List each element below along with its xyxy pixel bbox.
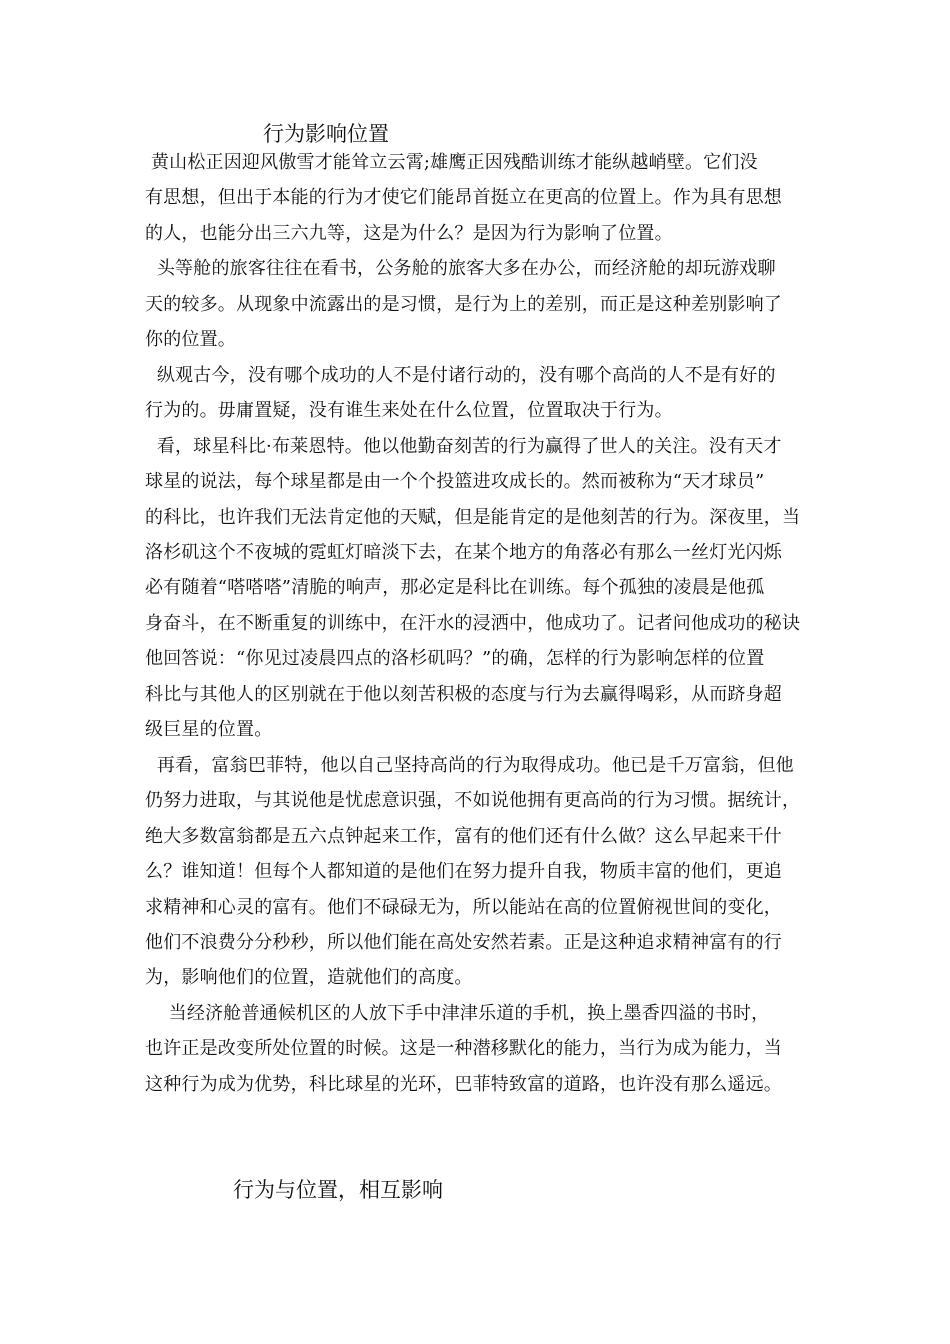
essay-title: 行为影响位置 xyxy=(263,122,389,146)
body-line: 也许正是改变所处位置的时候。这是一种潜移默化的能力，当行为成为能力，当 xyxy=(145,1038,782,1060)
body-line: 科比与其他人的区别就在于他以刻苦积极的态度与行为去赢得喝彩，从而跻身超 xyxy=(145,683,782,705)
body-line: 为，影响他们的位置，造就他们的高度。 xyxy=(145,967,473,989)
body-line: 绝大多数富翁都是五六点钟起来工作，富有的他们还有什么做？这么早起来干什 xyxy=(145,825,782,847)
body-line: 再看，富翁巴菲特，他以自己坚持高尚的行为取得成功。他已是千万富翁，但他 xyxy=(145,754,794,776)
body-line: 你的位置。 xyxy=(145,329,236,351)
body-line: 么？谁知道！但每个人都知道的是他们在努力提升自我，物质丰富的他们，更追 xyxy=(145,861,782,882)
body-line: 级巨星的位置。 xyxy=(145,719,273,741)
body-line: 他们不浪费分分秒秒，所以他们能在高处安然若素。正是这种追求精神富有的行 xyxy=(145,931,782,953)
second-essay-title: 行为与位置，相互影响 xyxy=(233,1178,443,1202)
body-line: 看，球星科比·布莱恩特。他以他勤奋刻苦的行为赢得了世人的关注。没有天才 xyxy=(145,435,782,457)
body-line: 身奋斗，在不断重复的训练中，在汗水的浸洒中，他成功了。记者问他成功的秘诀 xyxy=(145,612,801,634)
body-line: 球星的说法，每个球星都是由一个个投篮进攻成长的。然而被称为“天才球员” xyxy=(145,471,765,493)
body-line: 求精神和心灵的富有。他们不碌碌无为，所以能站在高的位置俯视世间的变化， xyxy=(145,896,782,918)
body-line: 他回答说：“你见过凌晨四点的洛杉矶吗？”的确，怎样的行为影响怎样的位置 xyxy=(145,648,765,670)
body-line: 纵观古今，没有哪个成功的人不是付诸行动的，没有哪个高尚的人不是有好的 xyxy=(145,364,776,386)
body-line: 洛杉矶这个不夜城的霓虹灯暗淡下去，在某个地方的角落必有那么一丝灯光闪烁 xyxy=(145,542,782,563)
body-line: 有思想，但出于本能的行为才使它们能昂首挺立在更高的位置上。作为具有思想 xyxy=(145,187,782,209)
body-line: 必有随着“嗒嗒嗒”清脆的响声，那必定是科比在训练。每个孤独的凌晨是他孤 xyxy=(145,577,765,599)
body-line: 天的较多。从现象中流露出的是习惯，是行为上的差别，而正是这种差别影响了 xyxy=(145,293,782,315)
body-line: 的科比，也许我们无法肯定他的天赋，但是能肯定的是他刻苦的行为。深夜里，当 xyxy=(145,506,801,528)
body-line: 当经济舱普通候机区的人放下手中津津乐道的手机，换上墨香四溢的书时， xyxy=(145,1002,770,1024)
body-line: 头等舱的旅客往往在看书，公务舱的旅客大多在办公，而经济舱的却玩游戏聊 xyxy=(145,258,776,280)
body-line: 仍努力进取，与其说他是忧虑意识强，不如说他拥有更高尚的行为习惯。据统计， xyxy=(145,790,801,812)
body-line: 行为的。毋庸置疑，没有谁生来处在什么位置，位置取决于行为。 xyxy=(145,400,673,422)
body-line: 的人，也能分出三六九等，这是为什么？是因为行为影响了位置。 xyxy=(145,222,673,244)
body-line: 这种行为成为优势，科比球星的光环，巴菲特致富的道路，也许没有那么遥远。 xyxy=(145,1073,782,1095)
body-line: 黄山松正因迎风傲雪才能耸立云霄;雄鹰正因残酷训练才能纵越峭壁。它们没 xyxy=(145,152,758,173)
